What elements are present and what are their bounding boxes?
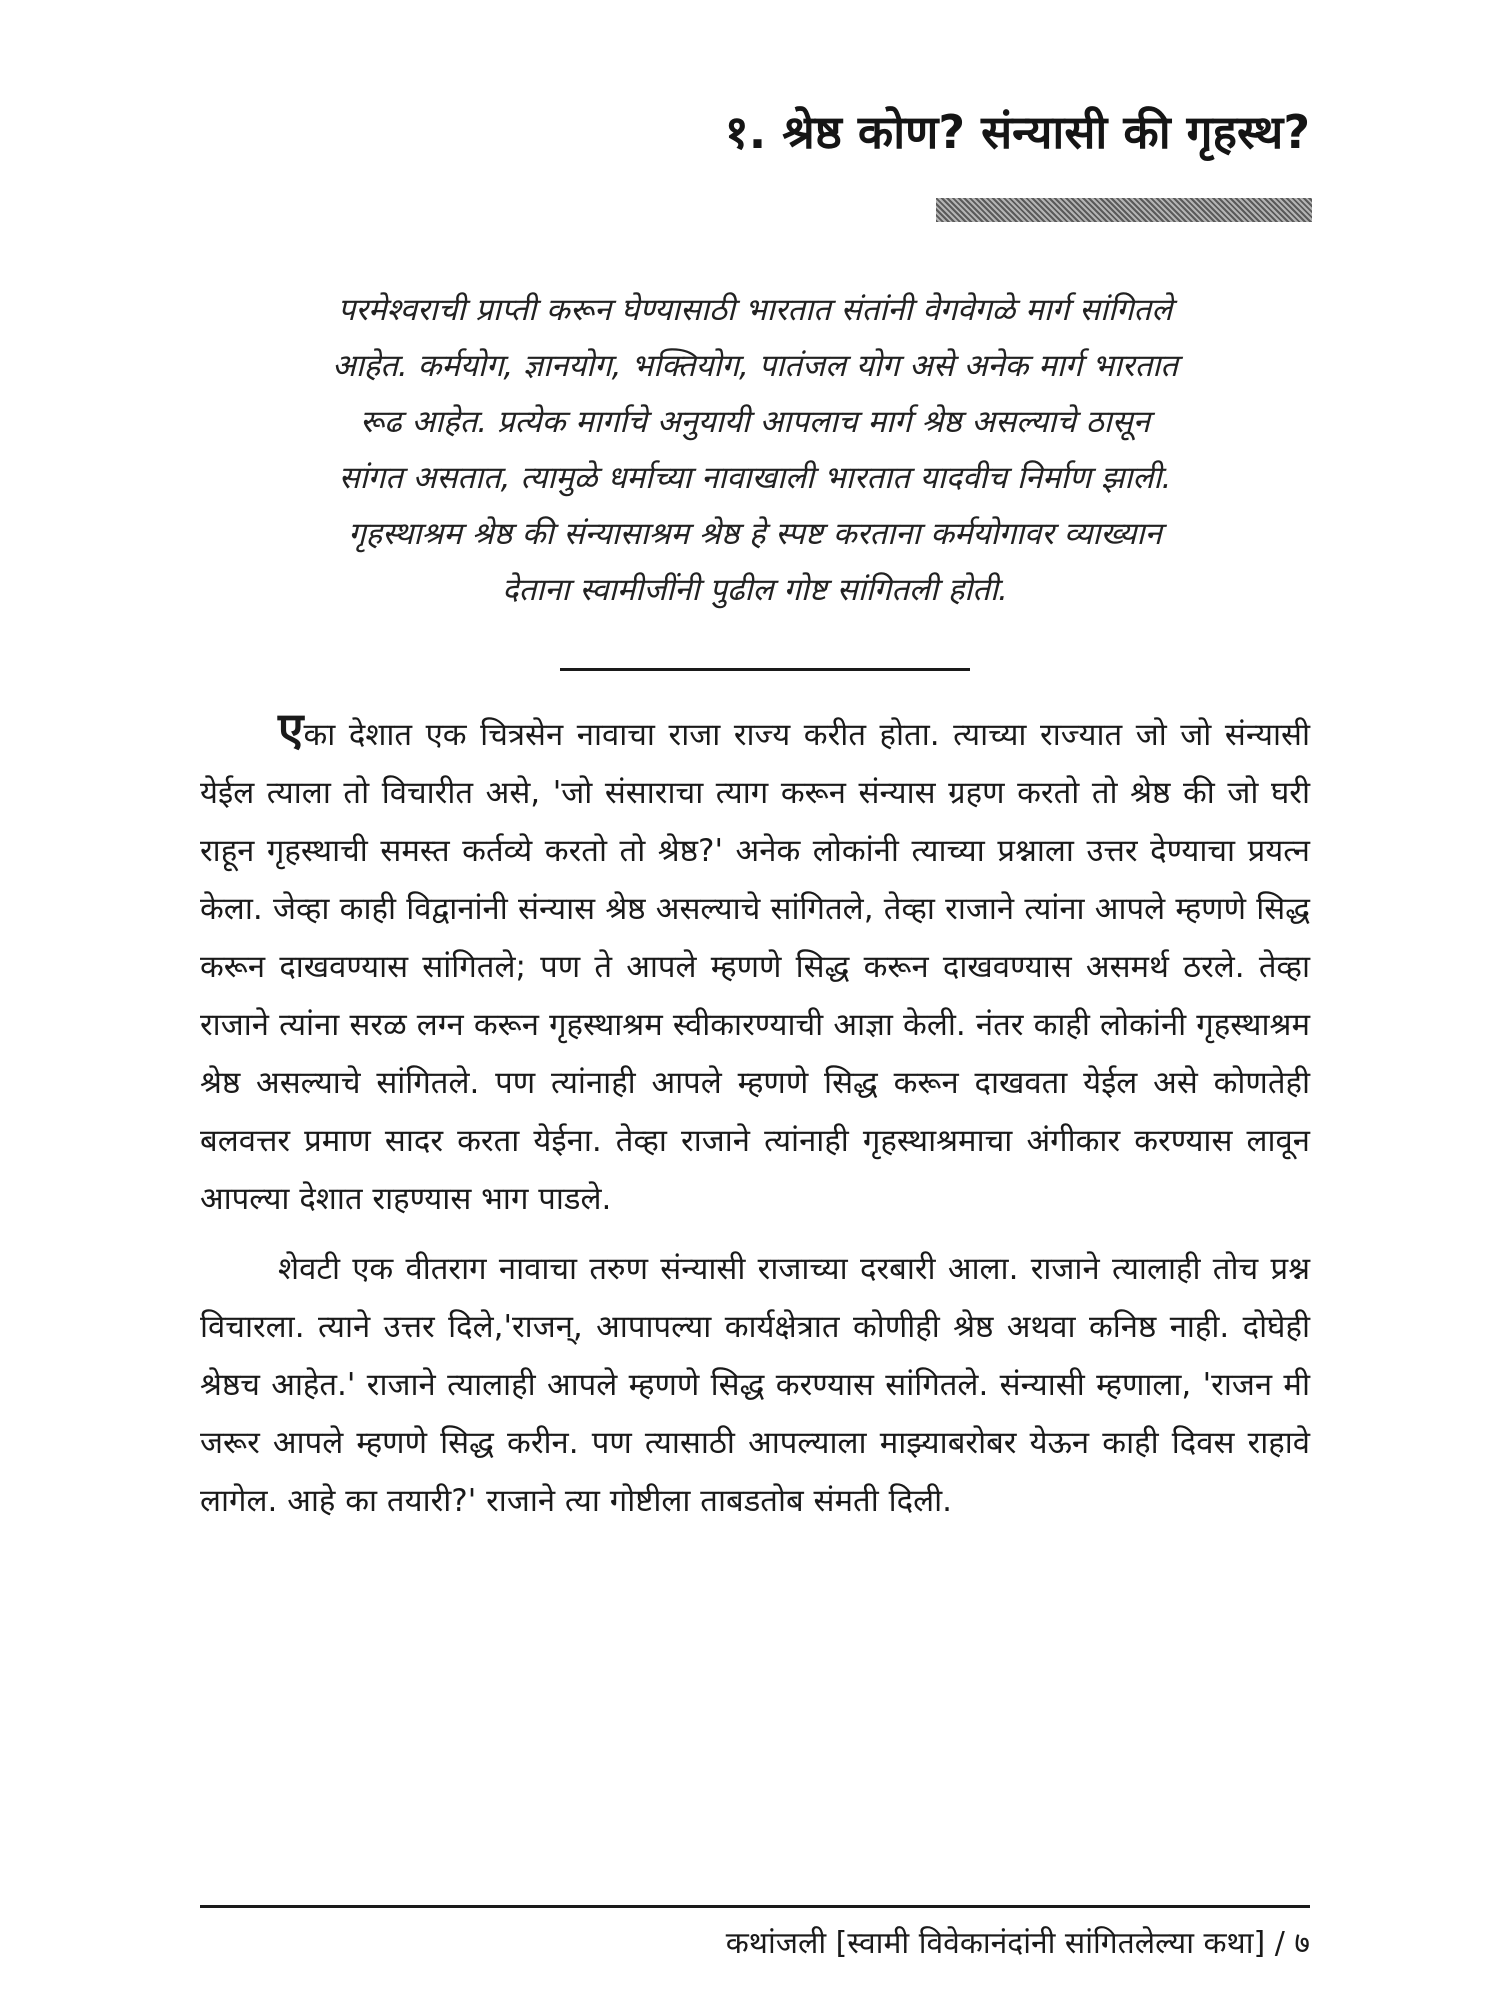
intro-divider — [560, 668, 970, 671]
paragraph-1-text: का देशात एक चित्रसेन नावाचा राजा राज्य करीत होता. त्याच्या राज्यात जो जो संन्यासी येईल त्याला तो विचारीत असे, 'जो संसाराचा त्याग करून संन्यास ग्रहण करतो तो श्रेष्ठ की जो घरी राहून गृहस्थाची समस्त कर्तव्ये करतो तो श्रेष्ठ?' अनेक लोकांनी त्याच्या प्रश्नाला उत्तर देण्याचा प्रयत्न केला. जेव्हा काही विद्वानांनी संन्यास श्रेष्ठ असल्याचे सांगितले, तेव्हा राजाने त्यांना आपले म्हणणे सिद्ध करून दाखवण्यास सांगितले; पण ते आपले म्हणणे सिद्ध करून दाखवण्यास असमर्थ ठरले. तेव्हा राजाने त्यांना सरळ लग्न करून गृहस्थाश्रम स्वीकारण्याची आज्ञा केली. नंतर काही लोकांनी गृहस्थाश्रम श्रेष्ठ असल्याचे सांगितले. पण त्यांनाही आपले म्हणणे सिद्ध करून दाखवता येईल असे कोणतेही बलवत्तर प्रमाण सादर करता येईना. तेव्हा राजाने त्यांनाही गृहस्थाश्रमाचा अंगीकार करण्यास लावून आपल्या देशात राहण्यास भाग पाडले. — [200, 717, 1310, 1217]
story-paragraph-1 — [200, 700, 1310, 1228]
page-number: ७ — [1294, 1926, 1310, 1961]
title-decorative-bar — [936, 198, 1312, 222]
footer-separator: / — [1274, 1926, 1285, 1961]
intro-line: सांगत असतात, त्यामुळे धर्माच्या नावाखाली भारतात यादवीच निर्माण झाली. — [338, 460, 1172, 496]
story-paragraph-2: शेवटी एक वीतराग नावाचा तरुण संन्यासी राजाच्या दरबारी आला. राजाने त्यालाही तोच प्रश्न विचारला. त्याने उत्तर दिले,'राजन्, आपापल्या कार्यक्षेत्रात कोणीही श्रेष्ठ अथवा कनिष्ठ नाही. दोघेही श्रेष्ठच आहेत.' राजाने त्यालाही आपले म्हणणे सिद्ध करण्यास सांगितले. संन्यासी म्हणाला, 'राजन मी जरूर आपले म्हणणे सिद्ध करीन. पण त्यासाठी आपल्याला माझ्याबरोबर येऊन काही दिवस राहावे लागेल. आहे का तयारी?' राजाने त्या गोष्टीला ताबडतोब संमती दिली. — [200, 1251, 1310, 1519]
intro-line: आहेत. कर्मयोग, ज्ञानयोग, भक्तियोग, पातंजल योग असे अनेक मार्ग भारतात — [332, 348, 1178, 384]
page-footer — [200, 1922, 1310, 1966]
drop-cap: ए — [278, 702, 304, 756]
intro-line: रूढ आहेत. प्रत्येक मार्गाचे अनुयायी आपलाच मार्ग श्रेष्ठ असल्याचे ठासून — [360, 404, 1150, 440]
chapter-intro — [200, 282, 1310, 618]
footer-divider — [200, 1905, 1310, 1908]
chapter-title: १. श्रेष्ठ कोण? संन्यासी की गृहस्थ? — [724, 105, 1310, 159]
intro-line: देताना स्वामीजींनी पुढील गोष्ट सांगितली होती. — [502, 572, 1008, 608]
intro-line: परमेश्वराची प्राप्ती करून घेण्यासाठी भारतात संतांनी वेगवेगळे मार्ग सांगितले — [337, 292, 1173, 328]
running-book-title: कथांजली [स्वामी विवेकानंदांनी सांगितलेल्या कथा] — [725, 1926, 1266, 1961]
intro-line: गृहस्थाश्रम श्रेष्ठ की संन्यासाश्रम श्रेष्ठ हे स्पष्ट करताना कर्मयोगावर व्याख्यान — [348, 516, 1162, 552]
story-body — [200, 700, 1310, 1542]
